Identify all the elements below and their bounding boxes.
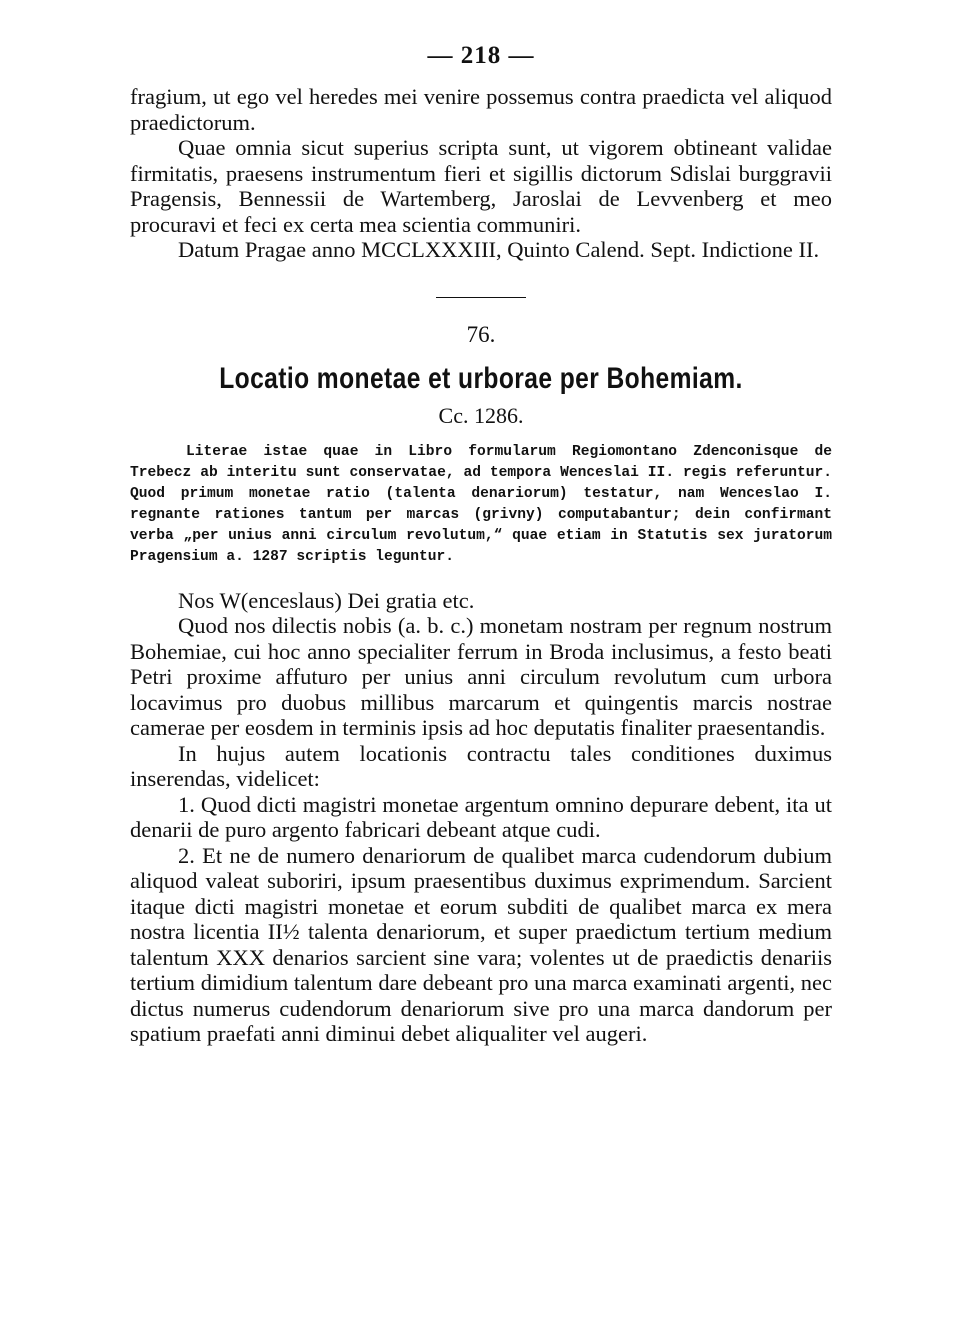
charter-text xyxy=(130,588,832,1047)
document-date: Cc. 1286. xyxy=(438,402,524,428)
preceding-paragraph-2: Quae omnia sicut superius scripta sunt, ut vigorem obtineant validae firmitatis, praesens instrumentum fieri et sigillis dictorum Sdislai burggravii Pragensis, Bennessii de Wartemberg, Jaroslai de Levvenberg et meo procuravi et feci ex certa mea scientia communiri. xyxy=(130,135,832,237)
preceding-document-end xyxy=(130,84,832,263)
section-divider xyxy=(436,297,526,298)
charter-paragraph-4: 2. Et ne de numero denariorum de qualibet marca cudendorum dubium aliquod valeat suboriri, ipsum praesentibus duximus exprimendum. Sarcient itaque dicti magistri monetae et eorum subditi de qualibet marca ex mera nostra licentia II½ talenta denariorum, et super praedictum tertium medium talentum XXX denarios sarcient sine vara; volentes ut de praedictis denariis tertium dimidium talentum dare debeant pro una marca examinati argenti, nec dictus numerus cudendorum denariorum sive pro una marca dandorum per spatium praefati anni diminui debet aliqualiter vel augeri. xyxy=(130,842,832,1046)
salutation: Nos W(enceslaus) Dei gratia etc. xyxy=(178,587,475,613)
book-page xyxy=(130,36,832,1047)
preceding-paragraph-1: fragium, ut ego vel heredes mei venire possemus contra praedicta vel aliquod praedictorum. xyxy=(130,84,832,135)
charter-paragraph-1: Quod nos dilectis nobis (a. b. c.) monetam nostram per regnum nostrum Bohemiae, cui hoc anno specialiter ferrum in Broda inclusimus, a festo beati Petri proxime affuturo per unius anni circulum revolutum cum urbora locavimus pro duobus millibus marcarum et quingentis marcis nostrae camerae per eosdem in terminis ipsis ad hoc deputatis finaliter praesentandis. xyxy=(130,613,832,740)
charter-paragraph-3: 1. Quod dicti magistri monetae argentum omnino depurare debent, ita ut denarii de puro argento fabricari debeant atque cudi. xyxy=(130,791,832,842)
charter-paragraph-2: In hujus autem locationis contractu tales conditiones duximus inserendas, videlicet: xyxy=(130,740,832,791)
dating-clause: Datum Pragae anno MCCLXXXIII, Quinto Calend. Sept. Indictione II. xyxy=(178,237,820,262)
document-number: 76. xyxy=(466,321,496,347)
page-number: — 218 — xyxy=(427,42,535,69)
editorial-regest: Literae istae quae in Libro formularum Regiomontano Zdenconisque de Trebecz ab interitu sunt conservatae, ad tempora Wenceslai II. regis referuntur. Quod primum monetae ratio (talenta denariorum) testatur, nam Wenceslao I. regnante rationes tantum per marcas (grivny) computabantur; dein confirmant verba „per unius anni circulum revolutum,“ quae etiam in Statutis sex juratorum Pragensium a. 1287 scriptis leguntur. xyxy=(130,443,832,565)
document-title: Locatio monetae et urborae per Bohemiam. xyxy=(219,361,743,395)
